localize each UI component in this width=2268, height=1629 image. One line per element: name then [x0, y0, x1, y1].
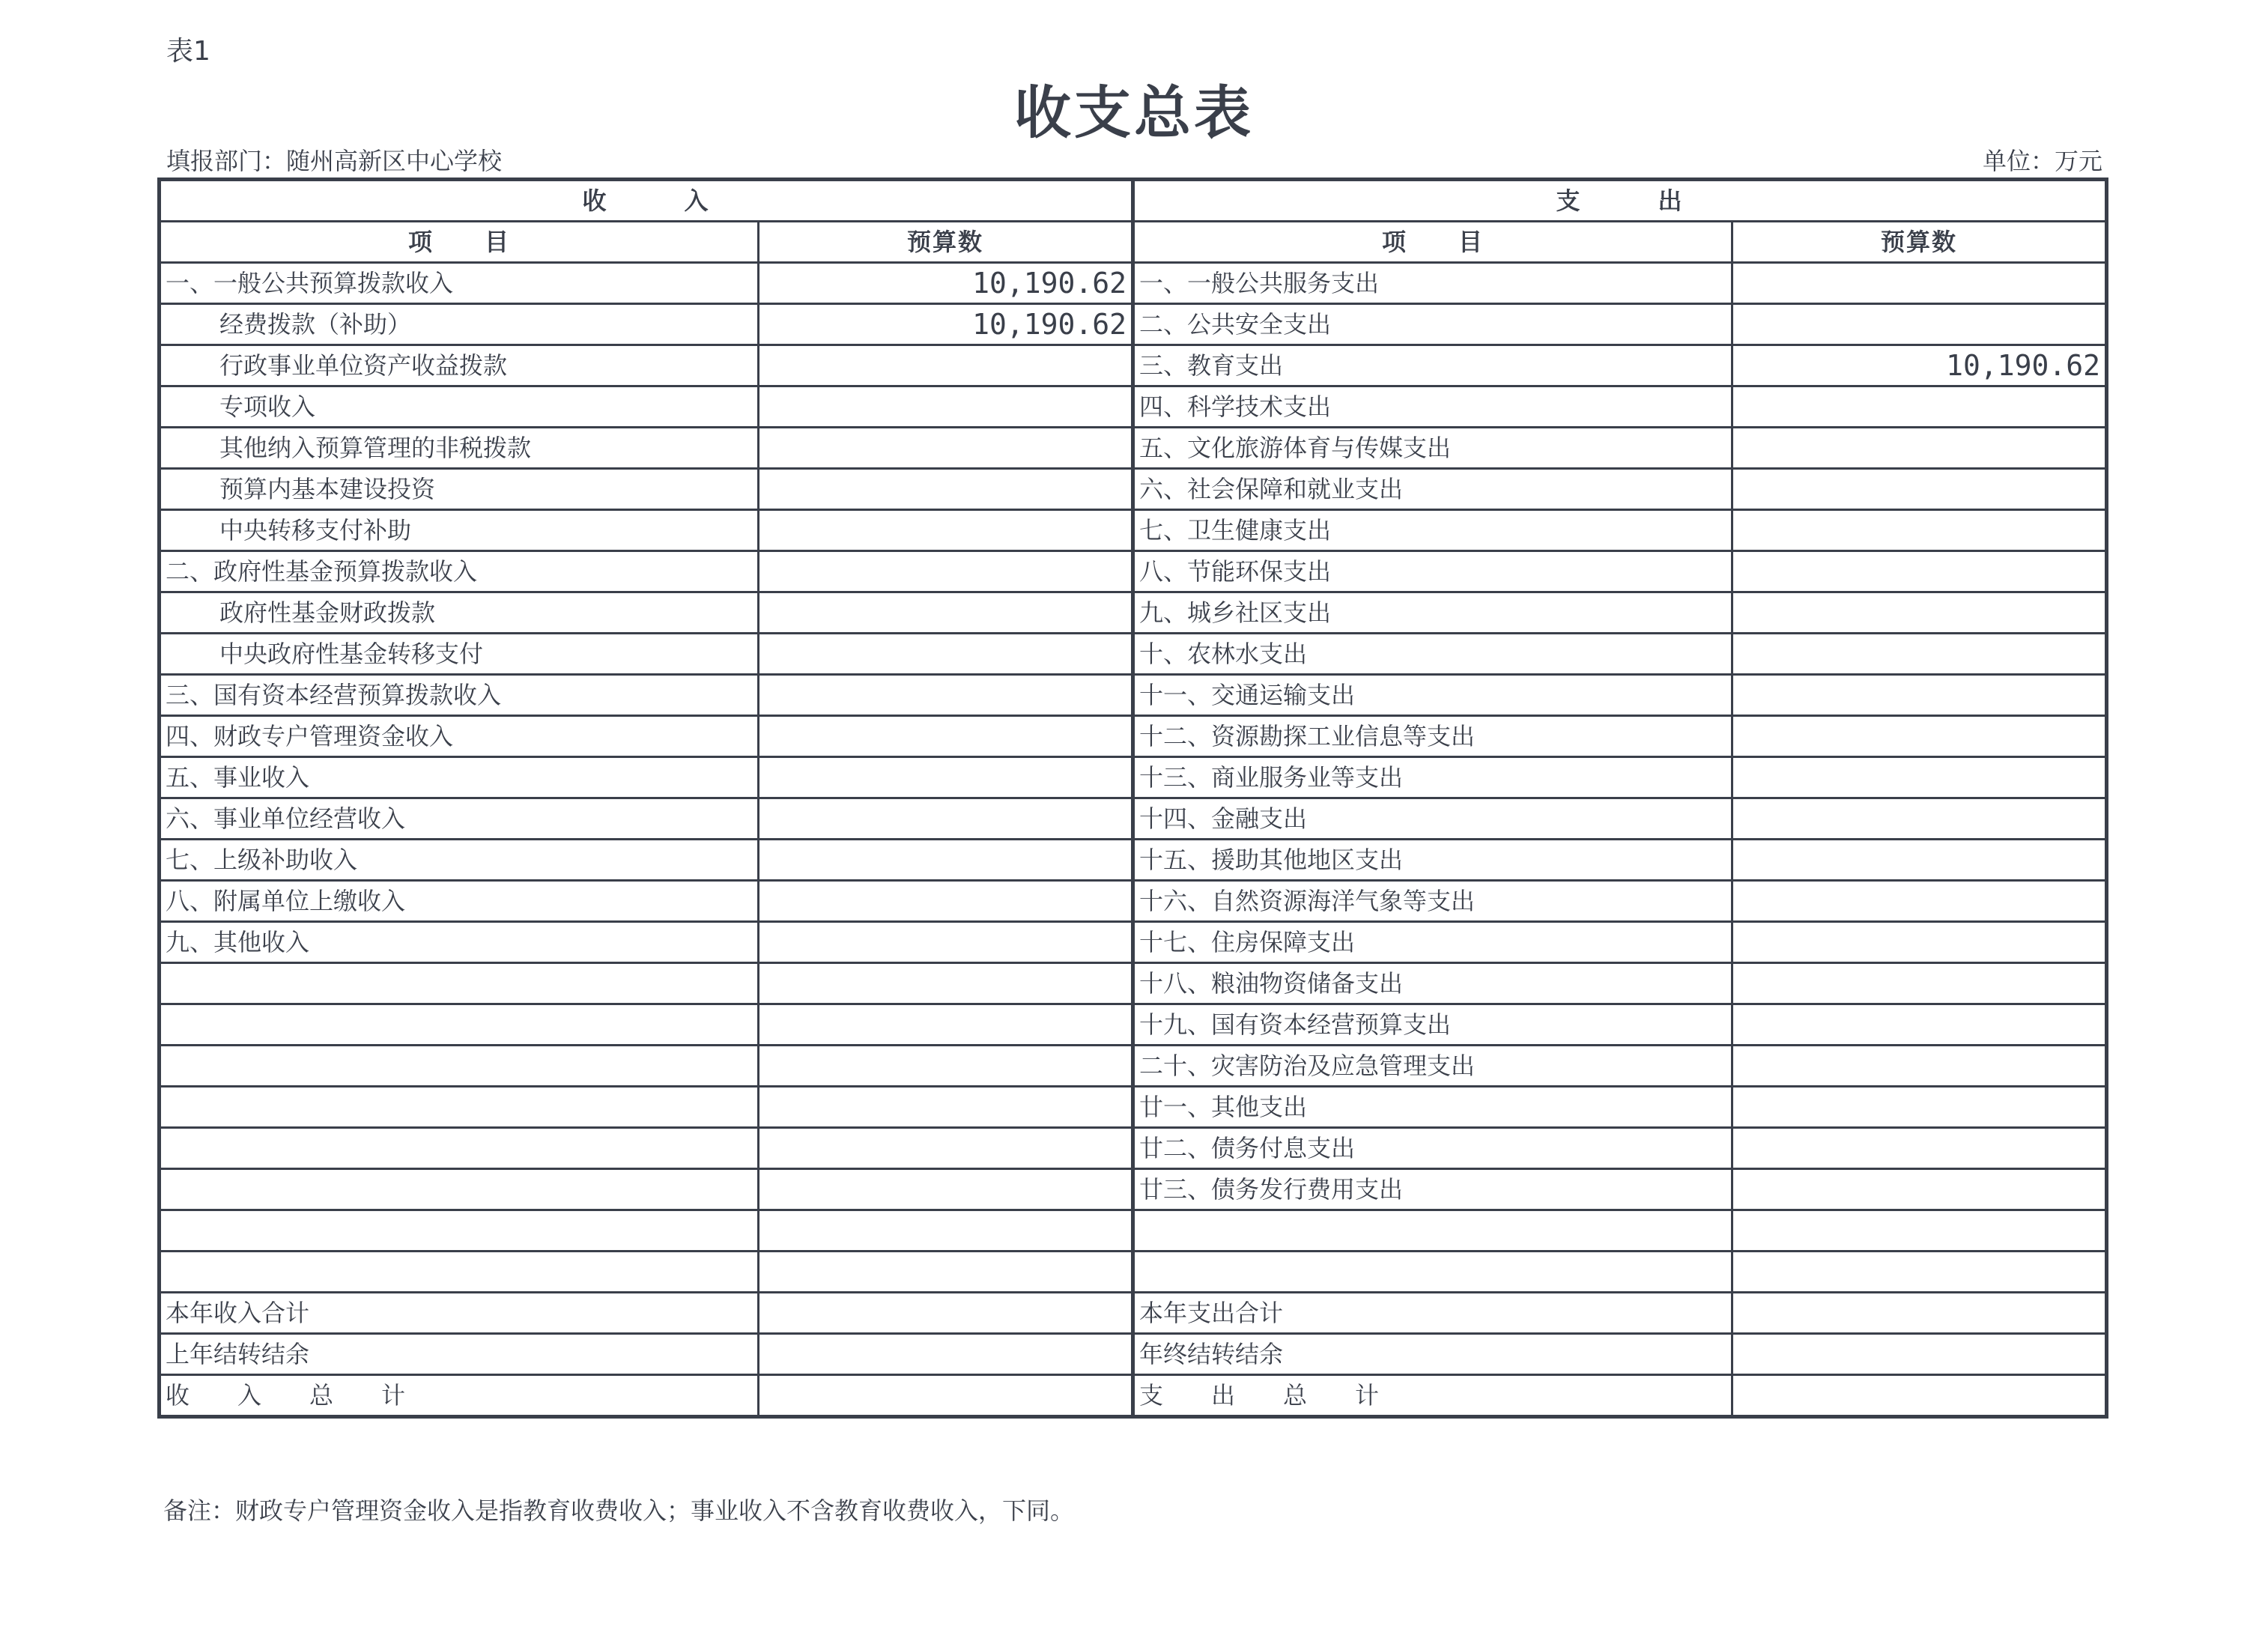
expense-item-cell: 支 出 总 计: [1133, 1375, 1732, 1417]
unit-label: 单位：万元: [1982, 147, 2102, 175]
income-item-cell: 预算内基本建设投资: [160, 469, 759, 510]
expense-item-cell: 九、城乡社区支出: [1133, 592, 1732, 634]
table-row: [160, 922, 2107, 963]
income-item-cell: 九、其他收入: [160, 922, 759, 963]
income-item-cell: 三、国有资本经营预算拨款收入: [160, 675, 759, 716]
expense-budget-cell: [1732, 1004, 2107, 1046]
income-budget-cell: [759, 1046, 1133, 1087]
income-item-cell: 上年结转结余: [160, 1334, 759, 1375]
expense-budget-cell: [1732, 757, 2107, 798]
table-number: 表1: [166, 36, 210, 67]
income-budget-cell: [759, 1210, 1133, 1252]
income-item-cell: [160, 963, 759, 1004]
income-budget-cell: [759, 757, 1133, 798]
income-budget-cell: [759, 716, 1133, 757]
expense-item-column-header: 项 目: [1133, 222, 1732, 263]
expense-budget-cell: [1732, 1375, 2107, 1417]
table-row: [160, 963, 2107, 1004]
expense-budget-cell: [1732, 428, 2107, 469]
expense-budget-cell: [1732, 798, 2107, 840]
expense-budget-column-header: 预算数: [1732, 222, 2107, 263]
table-row: [160, 592, 2107, 634]
income-item-cell: 其他纳入预算管理的非税拨款: [160, 428, 759, 469]
expense-budget-cell: [1732, 263, 2107, 304]
income-budget-cell: [759, 469, 1133, 510]
income-item-cell: 六、事业单位经营收入: [160, 798, 759, 840]
income-budget-cell: [759, 1004, 1133, 1046]
table-row: [160, 1293, 2107, 1334]
income-item-cell: [160, 1004, 759, 1046]
income-item-cell: 二、政府性基金预算拨款收入: [160, 551, 759, 592]
table-row: [160, 345, 2107, 386]
table-row: [160, 1169, 2107, 1210]
expense-item-cell: 三、教育支出: [1133, 345, 1732, 386]
income-item-cell: 专项收入: [160, 386, 759, 428]
table-row: [160, 1046, 2107, 1087]
meta-row: [166, 142, 2102, 175]
table-row: [160, 469, 2107, 510]
income-budget-cell: [759, 386, 1133, 428]
income-budget-cell: [759, 592, 1133, 634]
table-row: [160, 1128, 2107, 1169]
table-row: [160, 1004, 2107, 1046]
expense-item-cell: [1133, 1210, 1732, 1252]
table-row: [160, 798, 2107, 840]
income-item-cell: 五、事业收入: [160, 757, 759, 798]
table-row: [160, 757, 2107, 798]
expense-budget-cell: [1732, 469, 2107, 510]
expense-item-cell: 十三、商业服务业等支出: [1133, 757, 1732, 798]
expense-item-cell: 年终结转结余: [1133, 1334, 1732, 1375]
income-budget-column-header: 预算数: [759, 222, 1133, 263]
expense-item-cell: 十一、交通运输支出: [1133, 675, 1732, 716]
income-budget-cell: [759, 840, 1133, 881]
income-budget-cell: [759, 634, 1133, 675]
income-budget-cell: [759, 345, 1133, 386]
table-row: [160, 304, 2107, 345]
expense-budget-cell: [1732, 634, 2107, 675]
expense-item-cell: 一、一般公共服务支出: [1133, 263, 1732, 304]
expense-budget-cell: [1732, 922, 2107, 963]
expense-item-cell: 二十、灾害防治及应急管理支出: [1133, 1046, 1732, 1087]
income-item-cell: 经费拨款（补助）: [160, 304, 759, 345]
expense-budget-cell: [1732, 592, 2107, 634]
table-row: [160, 428, 2107, 469]
table-row: [160, 1087, 2107, 1128]
income-budget-cell: 10,190.62: [759, 263, 1133, 304]
income-item-cell: [160, 1169, 759, 1210]
expense-budget-cell: [1732, 675, 2107, 716]
income-item-cell: 行政事业单位资产收益拨款: [160, 345, 759, 386]
expense-item-cell: 十、农林水支出: [1133, 634, 1732, 675]
expense-item-cell: 十六、自然资源海洋气象等支出: [1133, 881, 1732, 922]
expense-budget-cell: [1732, 1169, 2107, 1210]
expense-item-cell: 六、社会保障和就业支出: [1133, 469, 1732, 510]
expense-budget-cell: [1732, 510, 2107, 551]
expense-budget-cell: [1732, 840, 2107, 881]
income-budget-cell: [759, 510, 1133, 551]
table-row: [160, 551, 2107, 592]
income-budget-cell: [759, 1334, 1133, 1375]
table-row: [160, 675, 2107, 716]
expense-item-cell: 十九、国有资本经营预算支出: [1133, 1004, 1732, 1046]
table-row: [160, 1210, 2107, 1252]
expense-item-cell: 廿三、债务发行费用支出: [1133, 1169, 1732, 1210]
expense-item-cell: 廿二、债务付息支出: [1133, 1128, 1732, 1169]
table-row: [160, 716, 2107, 757]
table-row: [160, 1252, 2107, 1293]
income-group-header: 收 入: [160, 180, 1133, 222]
income-item-cell: [160, 1128, 759, 1169]
income-item-cell: 四、财政专户管理资金收入: [160, 716, 759, 757]
expense-item-cell: 五、文化旅游体育与传媒支出: [1133, 428, 1732, 469]
income-budget-cell: [759, 428, 1133, 469]
expense-budget-cell: [1732, 386, 2107, 428]
income-item-cell: 七、上级补助收入: [160, 840, 759, 881]
page-title: 收支总表: [1014, 79, 1254, 146]
expense-budget-cell: [1732, 1087, 2107, 1128]
expense-budget-cell: [1732, 1210, 2107, 1252]
footnote: 备注：财政专户管理资金收入是指教育收费收入；事业收入不含教育收费收入，下同。: [163, 1496, 1075, 1525]
income-budget-cell: [759, 963, 1133, 1004]
income-item-cell: 八、附属单位上缴收入: [160, 881, 759, 922]
expense-item-cell: 十八、粮油物资储备支出: [1133, 963, 1732, 1004]
income-budget-cell: [759, 1252, 1133, 1293]
income-item-cell: 政府性基金财政拨款: [160, 592, 759, 634]
expense-budget-cell: [1732, 551, 2107, 592]
expense-item-cell: 八、节能环保支出: [1133, 551, 1732, 592]
expense-budget-cell: [1732, 1128, 2107, 1169]
income-budget-cell: 10,190.62: [759, 304, 1133, 345]
table-body: [160, 263, 2107, 1417]
income-item-cell: [160, 1046, 759, 1087]
income-budget-cell: [759, 675, 1133, 716]
income-budget-cell: [759, 1293, 1133, 1334]
expense-budget-cell: [1732, 1334, 2107, 1375]
income-item-cell: 本年收入合计: [160, 1293, 759, 1334]
expense-item-cell: 十四、金融支出: [1133, 798, 1732, 840]
expense-budget-cell: [1732, 963, 2107, 1004]
expense-item-cell: 四、科学技术支出: [1133, 386, 1732, 428]
income-budget-cell: [759, 1169, 1133, 1210]
expense-item-cell: 二、公共安全支出: [1133, 304, 1732, 345]
expense-group-header: 支 出: [1133, 180, 2107, 222]
expense-item-cell: 本年支出合计: [1133, 1293, 1732, 1334]
income-budget-cell: [759, 1375, 1133, 1417]
expense-budget-cell: [1732, 304, 2107, 345]
income-budget-cell: [759, 922, 1133, 963]
reporting-department: 填报部门：随州高新区中心学校: [166, 147, 503, 175]
expense-budget-cell: 10,190.62: [1732, 345, 2107, 386]
income-item-cell: 一、一般公共预算拨款收入: [160, 263, 759, 304]
income-budget-cell: [759, 551, 1133, 592]
expense-budget-cell: [1732, 1293, 2107, 1334]
expense-item-cell: 十五、援助其他地区支出: [1133, 840, 1732, 881]
expense-item-cell: 十二、资源勘探工业信息等支出: [1133, 716, 1732, 757]
expense-item-cell: 七、卫生健康支出: [1133, 510, 1732, 551]
table-row: [160, 1375, 2107, 1417]
table-row: [160, 840, 2107, 881]
table-row: [160, 881, 2107, 922]
income-budget-cell: [759, 1087, 1133, 1128]
income-item-column-header: 项 目: [160, 222, 759, 263]
table-row: [160, 263, 2107, 304]
expense-budget-cell: [1732, 1252, 2107, 1293]
income-item-cell: 中央转移支付补助: [160, 510, 759, 551]
table-row: [160, 386, 2107, 428]
table-row: [160, 1334, 2107, 1375]
income-item-cell: 收 入 总 计: [160, 1375, 759, 1417]
expense-item-cell: 十七、住房保障支出: [1133, 922, 1732, 963]
summary-table: [157, 178, 2108, 1419]
group-header-row: [160, 180, 2107, 222]
income-budget-cell: [759, 881, 1133, 922]
expense-budget-cell: [1732, 1046, 2107, 1087]
income-item-cell: [160, 1210, 759, 1252]
income-budget-cell: [759, 1128, 1133, 1169]
income-item-cell: [160, 1087, 759, 1128]
column-header-row: [160, 222, 2107, 263]
income-budget-cell: [759, 798, 1133, 840]
table-row: [160, 510, 2107, 551]
expense-item-cell: [1133, 1252, 1732, 1293]
expense-budget-cell: [1732, 716, 2107, 757]
table-row: [160, 634, 2107, 675]
income-item-cell: 中央政府性基金转移支付: [160, 634, 759, 675]
expense-item-cell: 廿一、其他支出: [1133, 1087, 1732, 1128]
income-item-cell: [160, 1252, 759, 1293]
expense-budget-cell: [1732, 881, 2107, 922]
